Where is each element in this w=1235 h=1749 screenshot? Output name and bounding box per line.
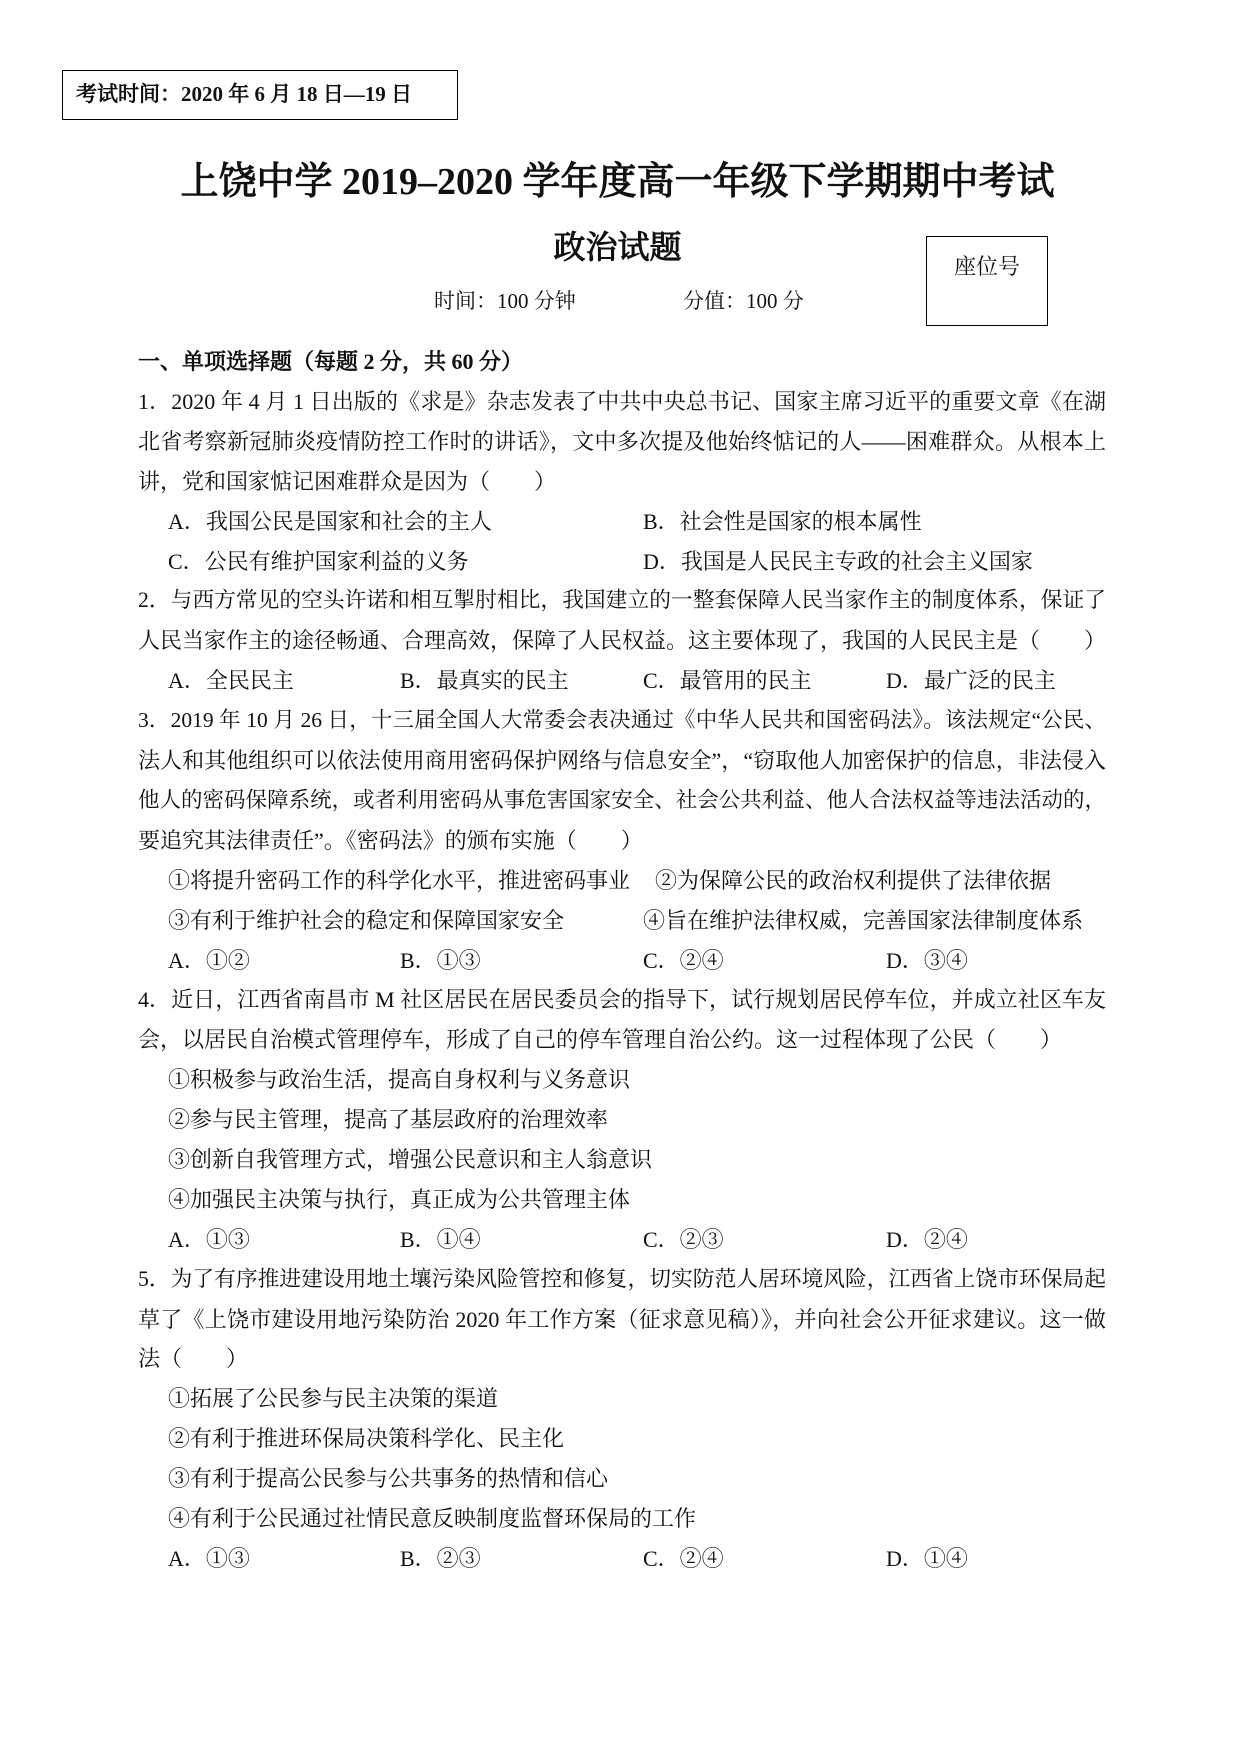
option-row bbox=[138, 941, 1106, 981]
question-stem-line: 法（ ） bbox=[138, 1346, 249, 1372]
option-b: B．②③ bbox=[400, 1545, 481, 1571]
statement-2: ②有利于推进环保局决策科学化、民主化 bbox=[168, 1426, 565, 1452]
statement-row bbox=[138, 901, 1106, 941]
question-stem-line: 他人的密码保障系统，或者利用密码从事危害国家安全、社会公共利益、他人合法权益等违法活动的， bbox=[138, 787, 1106, 812]
exam-title: 上饶中学 2019–2020 学年度高一年级下学期期中考试 bbox=[180, 161, 1055, 203]
seat-number-box bbox=[926, 236, 1048, 326]
question-3 bbox=[138, 701, 1106, 980]
exam-duration: 时间：100 分钟 bbox=[434, 289, 576, 313]
statement-2: ②为保障公民的政治权利提供了法律依据 bbox=[655, 867, 1052, 893]
section-heading: 一、单项选择题（每题 2 分，共 60 分） bbox=[138, 349, 524, 374]
statement-row bbox=[138, 1419, 1106, 1459]
option-a: A．①③ bbox=[168, 1545, 250, 1571]
option-b: B．①④ bbox=[400, 1226, 481, 1252]
statement-row bbox=[138, 1100, 1106, 1140]
question-stem-line: 5．为了有序推进建设用地土壤污染风险管控和修复，切实防范人居环境风险，江西省上饶市环保局起 bbox=[138, 1266, 1106, 1291]
question-stem-line: 草了《上饶市建设用地污染防治 2020 年工作方案（征求意见稿）》，并向社会公开征求建议。这一做 bbox=[138, 1306, 1106, 1332]
option-d: D．①④ bbox=[886, 1545, 968, 1571]
option-d: D．最广泛的民主 bbox=[886, 668, 1056, 694]
option-row bbox=[138, 661, 1106, 701]
statement-4: ④旨在维护法律权威，完善国家法律制度体系 bbox=[643, 907, 1084, 933]
question-5 bbox=[138, 1260, 1106, 1579]
option-row bbox=[138, 1539, 1106, 1579]
exam-time-box bbox=[62, 70, 458, 120]
option-a: A．全民民主 bbox=[168, 668, 294, 694]
exam-time-text: 考试时间：2020 年 6 月 18 日—19 日 bbox=[76, 82, 412, 106]
option-b: B．最真实的民主 bbox=[400, 668, 569, 694]
question-stem-line: 2．与西方常见的空头许诺和相互掣肘相比，我国建立的一整套保障人民当家作主的制度体系，保证了 bbox=[138, 588, 1106, 613]
option-a: A．①② bbox=[168, 947, 250, 973]
question-1 bbox=[138, 382, 1106, 582]
exam-subject: 政治试题 bbox=[553, 229, 682, 265]
option-b: B．社会性是国家的根本属性 bbox=[643, 508, 922, 534]
question-stem-line: 会，以居民自治模式管理停车，形成了自己的停车管理自治公约。这一过程体现了公民（ ） bbox=[138, 1027, 1063, 1053]
statement-2: ②参与民主管理，提高了基层政府的治理效率 bbox=[168, 1107, 609, 1133]
question-stem-line: 法人和其他组织可以依法使用商用密码保护网络与信息安全”，“窃取他人加密保护的信息，非法侵入 bbox=[138, 748, 1106, 774]
option-row bbox=[138, 502, 1106, 542]
option-c: C．②④ bbox=[643, 947, 724, 973]
seat-number-label: 座位号 bbox=[953, 254, 1020, 279]
question-stem-line: 北省考察新冠肺炎疫情防控工作时的讲话》，文中多次提及他始终惦记的人——困难群众。从根本上 bbox=[138, 428, 1106, 454]
statement-row bbox=[138, 1140, 1106, 1180]
option-c: C．②④ bbox=[643, 1545, 724, 1571]
option-c: C．②③ bbox=[643, 1226, 724, 1252]
statement-1: ①将提升密码工作的科学化水平，推进密码事业 bbox=[168, 867, 631, 893]
option-a: A．①③ bbox=[168, 1226, 250, 1252]
question-stem-line: 要追究其法律责任”。《密码法》的颁布实施（ ） bbox=[138, 827, 643, 853]
exam-total-score: 分值：100 分 bbox=[683, 289, 804, 313]
question-stem-line: 人民当家作主的途径畅通、合理高效，保障了人民权益。这主要体现了，我国的人民民主是（ ） bbox=[138, 628, 1107, 654]
statement-4: ④加强民主决策与执行，真正成为公共管理主体 bbox=[168, 1186, 631, 1212]
option-a: A．我国公民是国家和社会的主人 bbox=[168, 508, 492, 534]
statement-row bbox=[138, 1499, 1106, 1539]
question-2 bbox=[138, 581, 1106, 701]
question-4 bbox=[138, 980, 1106, 1259]
statement-3: ③有利于维护社会的稳定和保障国家安全 bbox=[168, 907, 565, 933]
question-stem-line: 1．2020 年 4 月 1 日出版的《求是》杂志发表了中共中央总书记、国家主席习近平的重要文章《在湖 bbox=[138, 388, 1106, 414]
question-stem-line: 3．2019 年 10 月 26 日，十三届全国人大常委会表决通过《中华人民共和国密码法》。该法规定“公民、 bbox=[138, 708, 1106, 733]
question-stem-line: 4．近日，江西省南昌市 M 社区居民在居民委员会的指导下，试行规划居民停车位，并成立社区车友 bbox=[138, 987, 1106, 1013]
statement-row bbox=[138, 1459, 1106, 1499]
option-row bbox=[138, 1220, 1106, 1260]
option-d: D．我国是人民民主专政的社会主义国家 bbox=[643, 548, 1033, 574]
statement-row bbox=[138, 861, 1106, 901]
statement-1: ①积极参与政治生活，提高自身权利与义务意识 bbox=[168, 1067, 631, 1093]
option-c: C．最管用的民主 bbox=[643, 668, 812, 694]
statement-row bbox=[138, 1060, 1106, 1100]
question-stem-line: 讲，党和国家惦记困难群众是因为（ ） bbox=[138, 468, 557, 494]
statement-row bbox=[138, 1379, 1106, 1419]
option-row bbox=[138, 542, 1106, 582]
statement-4: ④有利于公民通过社情民意反映制度监督环保局的工作 bbox=[168, 1506, 697, 1532]
option-c: C．公民有维护国家利益的义务 bbox=[168, 548, 469, 574]
statement-3: ③创新自我管理方式，增强公民意识和主人翁意识 bbox=[168, 1147, 653, 1172]
option-d: D．②④ bbox=[886, 1226, 968, 1252]
question-section bbox=[138, 342, 1106, 1579]
statement-3: ③有利于提高公民参与公共事务的热情和信心 bbox=[168, 1466, 609, 1492]
option-b: B．①③ bbox=[400, 947, 481, 973]
statement-row bbox=[138, 1180, 1106, 1220]
statement-1: ①拓展了公民参与民主决策的渠道 bbox=[168, 1386, 499, 1412]
option-d: D．③④ bbox=[886, 947, 968, 973]
